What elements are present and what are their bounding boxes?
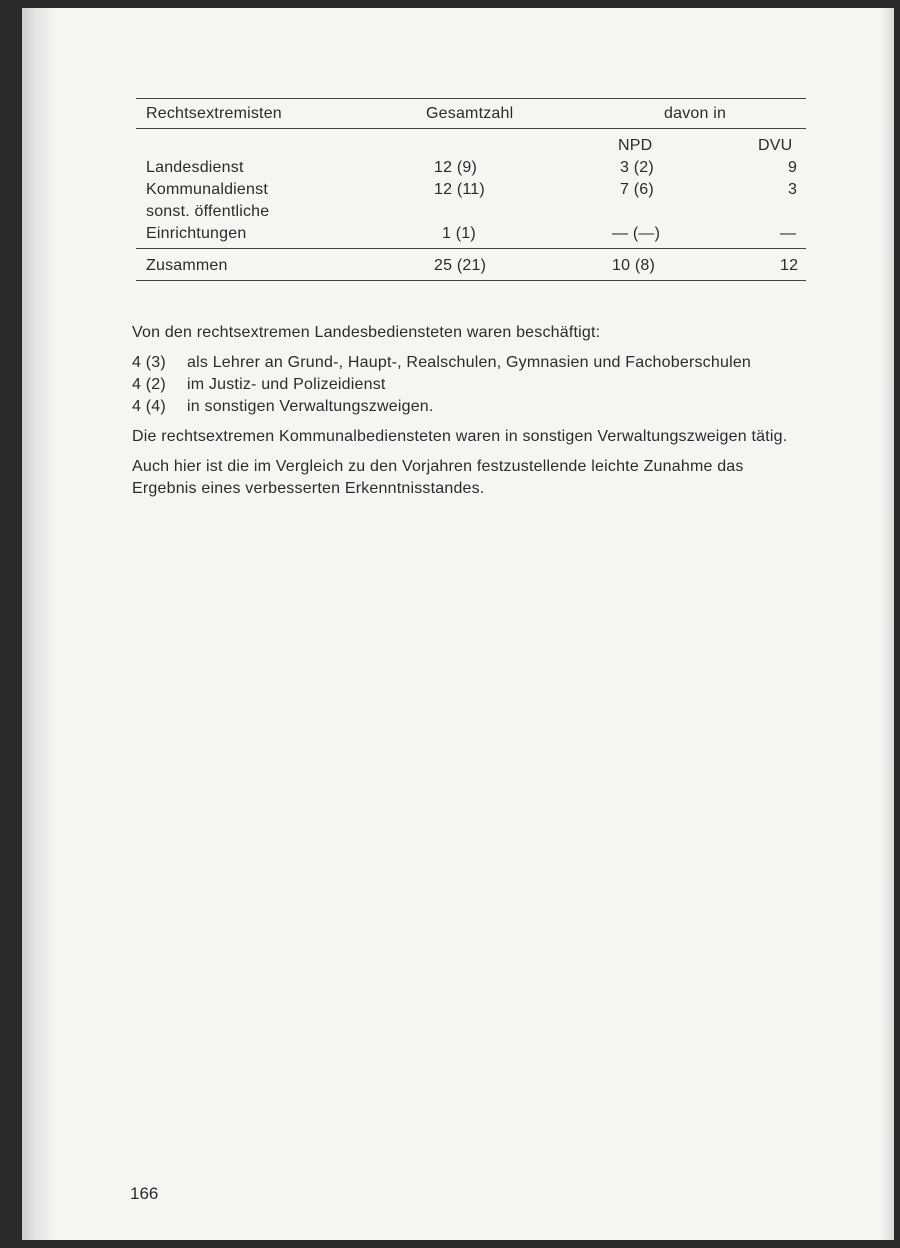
header-rechtsextremisten: Rechtsextremisten	[146, 105, 282, 122]
row-kommunaldienst-npd: 7 (6)	[620, 181, 654, 198]
row-kommunaldienst-gesamt: 12 (11)	[434, 181, 485, 198]
page-number: 166	[130, 1184, 159, 1203]
intro-paragraph: Von den rechtsextremen Landesbediensteten waren beschäftigt:	[132, 324, 601, 341]
row-sonstige-label-line1: sonst. öffentliche	[146, 203, 270, 220]
document-page	[22, 8, 894, 1240]
row-zusammen-gesamt: 25 (21)	[434, 257, 487, 274]
header-npd: NPD	[618, 137, 653, 154]
header-rule	[136, 128, 806, 129]
row-sonstige-npd: — (—)	[612, 225, 661, 242]
row-landesdienst-dvu: 9	[788, 159, 798, 176]
row-zusammen-dvu: 12	[780, 257, 799, 274]
row-sonstige-label-line2: Einrichtungen	[146, 225, 247, 242]
row-zusammen-npd: 10 (8)	[612, 257, 655, 274]
row-landesdienst-label: Landesdienst	[146, 159, 244, 176]
header-gesamtzahl: Gesamtzahl	[426, 105, 514, 122]
page-edge-shadow	[880, 8, 894, 1240]
binding-shadow	[22, 8, 56, 1240]
list-item-text: im Justiz- und Polizeidienst	[187, 376, 386, 393]
list-item-text: in sonstigen Verwaltungszweigen.	[187, 398, 434, 415]
row-kommunaldienst-label: Kommunaldienst	[146, 181, 268, 198]
header-dvu: DVU	[758, 137, 793, 154]
row-sonstige-dvu: —	[780, 225, 797, 242]
list-item-text: als Lehrer an Grund-, Haupt-, Realschulen, Gymnasien und Fachoberschulen	[187, 354, 752, 371]
table-top-rule	[136, 98, 806, 99]
list-item-number: 4 (4)	[132, 398, 166, 415]
paragraph-zunahme: Auch hier ist die im Vergleich zu den Vorjahren festzustellende leichte Zunahme das Ergebnis eines verbesserten Erkenntnisstandes.	[132, 458, 744, 497]
row-sonstige-gesamt: 1 (1)	[442, 225, 476, 242]
row-zusammen-label: Zusammen	[146, 257, 228, 274]
header-davon-in: davon in	[664, 105, 727, 122]
list-item-number: 4 (3)	[132, 354, 166, 371]
body-text	[132, 322, 812, 500]
row-landesdienst-gesamt: 12 (9)	[434, 159, 477, 176]
table-bottom-rule	[136, 280, 806, 281]
list-item	[132, 374, 812, 396]
list-item-number: 4 (2)	[132, 376, 166, 393]
total-rule	[136, 248, 806, 249]
row-landesdienst-npd: 3 (2)	[620, 159, 654, 176]
row-kommunaldienst-dvu: 3	[788, 181, 798, 198]
list-item	[132, 396, 812, 418]
paragraph-kommunal: Die rechtsextremen Kommunalbediensteten waren in sonstigen Verwaltungszweigen tätig.	[132, 428, 788, 445]
list-item	[132, 352, 812, 374]
